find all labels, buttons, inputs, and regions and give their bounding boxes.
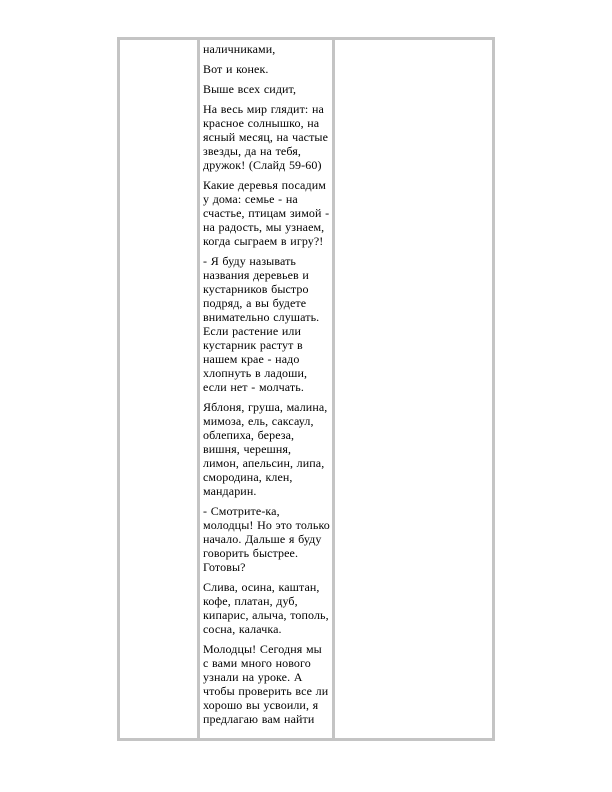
paragraph: - Смотрите-ка, молодцы! Но это только начало. Дальше я буду говорить быстрее. Готовы? — [203, 504, 330, 574]
paragraph: Какие деревья посадим у дома: семье - на счастье, птицам зимой - на радость, мы узнаем, когда сыграем в игру?! — [203, 178, 330, 248]
paragraph: Яблоня, груша, малина, мимоза, ель, саксаул, облепиха, береза, вишня, черешня, лимон, апельсин, липа, смородина, клен, мандарин. — [203, 400, 328, 498]
paragraph: Слива, осина, каштан, кофе, платан, дуб, кипарис, алыча, тополь, сосна, калачка. — [203, 580, 329, 636]
table-cell-left — [120, 40, 200, 738]
table-cell-right — [335, 40, 492, 738]
paragraph: Вот и конек. — [203, 62, 269, 76]
paragraph: Молодцы! Сегодня мы с вами много нового узнали на уроке. А чтобы проверить все ли хорошо вы усвоили, я предлагаю вам найти — [203, 642, 329, 726]
paragraph: - Я буду называть названия деревьев и кустарников быстро подряд, а вы будете внимательно слушать. Если растение или кустарник растут в нашем крае - надо хлопнуть в ладоши, если нет - молчать. — [203, 254, 320, 394]
paragraph: наличниками, — [203, 42, 276, 56]
table-cell-content — [200, 40, 335, 738]
paragraph: На весь мир глядит: на красное солнышко, на ясный месяц, на частые звезды, да на тебя, дружок! (Слайд 59-60) — [203, 102, 329, 172]
lesson-table — [117, 37, 495, 741]
paragraph: Выше всех сидит, — [203, 82, 297, 96]
